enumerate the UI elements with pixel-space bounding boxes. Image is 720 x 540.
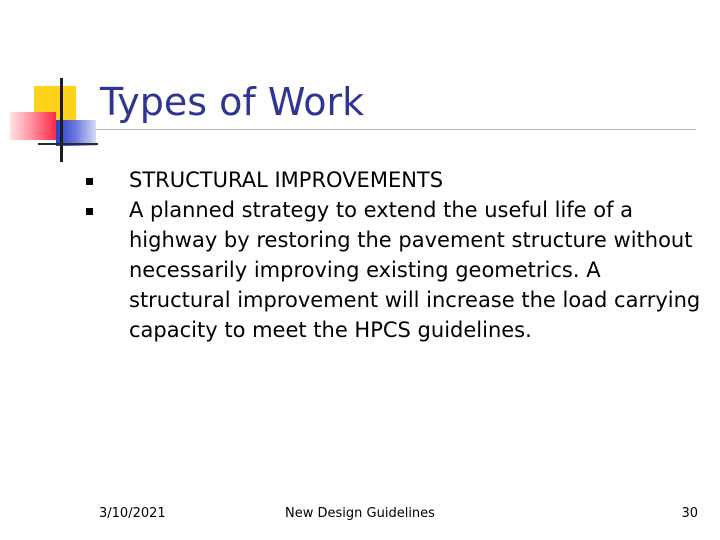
bullet-square-icon: [86, 208, 93, 215]
bullet-list: [86, 165, 706, 345]
page-number: 30: [681, 506, 698, 521]
slide-title: Types of Work: [100, 80, 365, 124]
title-underline: [96, 129, 696, 130]
footer-date: 3/10/2021: [99, 506, 166, 521]
bullet-item: [86, 165, 706, 195]
bullet-square-icon: [86, 178, 93, 185]
logo-vertical-line: [60, 78, 63, 162]
logo-red-square: [10, 112, 56, 140]
bullet-text: A planned strategy to extend the useful life of a highway by restoring the pavement structure without necessarily improving existing geometrics. A structural improvement will increase the load carrying capacity to meet the HPCS guidelines.: [129, 198, 701, 342]
footer-title: New Design Guidelines: [285, 506, 435, 521]
logo-horizontal-line: [38, 143, 98, 145]
bullet-text: STRUCTURAL IMPROVEMENTS: [129, 168, 444, 192]
bullet-item: [86, 195, 706, 345]
